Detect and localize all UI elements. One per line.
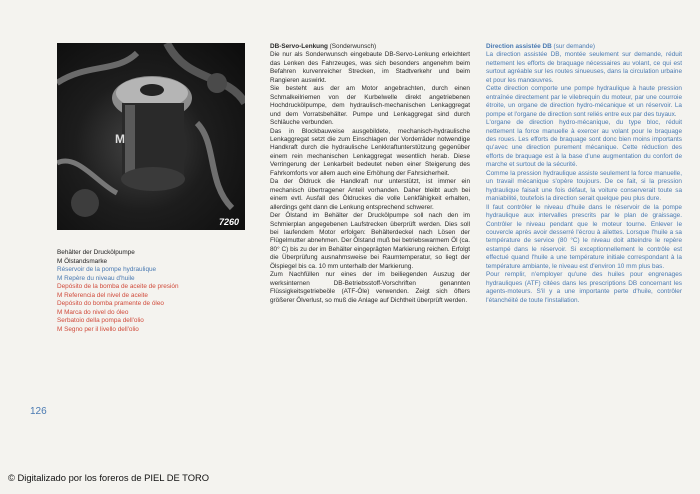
german-title: DB-Servo-Lenkung: [270, 43, 328, 50]
caption-line: Serbatoio della pompa dell'olio: [57, 317, 144, 324]
french-subtitle: (sur demande): [553, 43, 596, 50]
french-paragraph: Il faut contrôler le niveau d'huile dans le réservoir de la pompe hydraulique aux intervalles prescrits par le plan de graissage. Contrôler le niveau pendant que le moteur tourne. Enlever le couvercle après avoir desserré l'écrou à ailettes. Lorsque l'huile a sa température de service (80 °C) le niveau doit atteindre le repère estampé dans le réservoir. Si exceptionnellement le contrôle est effectué quand l'huile a une température initiale correspondant à la température ambiante, le niveau est d'environ 10 mm plus bas.: [486, 203, 682, 270]
engine-illustration: [57, 43, 245, 230]
german-paragraph: Zum Nachfüllen nur eines der im beiliegenden Auszug der werksinternen DB-Betriebsstoff-Vorschriften genannten Flüssigkeitsgetriebeöle (ATF-Öle) verwenden. Zeigt sich öfters größerer Ölverlust, so muß die Anlage auf Dichtheit überprüft werden.: [270, 271, 470, 304]
french-paragraph: Cette direction comporte une pompe hydraulique à haute pression entraînée directement par le vilebrequin du moteur, par une courroie étroite, un organe de direction hydro-mécanique et un réservoir. La pompe et l'organe de direction sont reliés entre eux par des tuyaux.: [486, 85, 682, 118]
caption-line: Depósito do bomba pramente de óleo: [57, 300, 164, 307]
photo-caption: [57, 249, 247, 334]
caption-line: M Ölstandsmarke: [57, 257, 108, 265]
french-column: [486, 43, 682, 305]
french-title: Direction assistée DB: [486, 43, 552, 50]
caption-line: Behälter der Druckölpumpe: [57, 249, 135, 256]
page-number: 126: [30, 406, 47, 417]
german-subtitle: (Sonderwunsch): [329, 43, 377, 50]
french-paragraph: Comme la pression hydraulique assiste seulement la force manuelle, un travail mécanique s'opère toujours. De ce fait, si la pression hydraulique faisait une fois défaut, la voiture conserverait toute sa maniabilité, toutefois la direction serait quelque peu plus dure.: [486, 169, 682, 203]
german-paragraph: Das in Blockbauweise ausgebildete, mechanisch-hydraulische Lenkaggregat setzt die zum Einschlagen der Vorderräder notwendige Handkraft durch die hydraulische Lenkkraftunterstützung gegenüber einem rein mechanischen Lenkaggregat wesentlich herab. Diese Verringerung der Lenkarbeit bedeutet neben einer Steigerung des Fahrkomforts vor allem auch eine Erhöhung der Fahrsicherheit.: [270, 127, 470, 177]
caption-line: M Repère du niveau d'huile: [57, 274, 135, 282]
caption-line: M Marca do nivel do óleo: [57, 308, 129, 316]
french-paragraph: La direction assistée DB, montée seulement sur demande, réduit nettement les efforts de braquage nécessaires au volant, ce qui est surtout agréable sur les routes sinueuses, dans la circulation urbaine et pour les manœuvres.: [486, 51, 682, 84]
caption-line: M Segno per il livello dell'olio: [57, 325, 139, 333]
german-heading: [270, 43, 470, 51]
caption-french: [57, 266, 247, 283]
photo-number: 7260: [218, 217, 239, 227]
german-paragraph: Da der Öldruck die Handkraft nur unterstützt, ist immer ein mechanisch übertragener Anteil vorhanden. Daher bleibt auch bei einem evtl. Ausfall des Öldruckes die volle Lenkfähigkeit erhalten, allerdings geht dann die Lenkung entsprechend schwerer.: [270, 178, 470, 211]
german-column: [270, 43, 470, 305]
caption-spanish: [57, 283, 247, 334]
german-paragraph: Die nur als Sonderwunsch eingebaute DB-Servo-Lenkung erleichtert das Lenken des Fahrzeuges, was sich besonders angenehm beim Befahren kurvenreicher Strecken, im Stadtverkehr und beim Rangieren auswirkt.: [270, 51, 470, 84]
german-paragraph: Sie besteht aus der am Motor angebrachten, durch einen Schmalkeilriemen von der Kurbelwelle direkt angetriebenen Hochdruckölpumpe, dem hydraulisch-mechanischen Lenkaggregat und dem Vorratsbehälter. Pumpe und Lenkaggregat sind durch Schläuche verbunden.: [270, 85, 470, 127]
caption-german: [57, 249, 247, 266]
footer-credit: © Digitalizado por los foreros de PIEL DE TORO: [8, 472, 210, 483]
engine-photo: [57, 43, 245, 230]
caption-line: Réservoir de la pompe hydraulique: [57, 266, 157, 273]
french-heading: [486, 43, 682, 51]
french-paragraph: L'organe de direction hydro-mécanique, du type bloc, réduit nettement la force manuelle à exercer au volant pour le braquage des roues. Les efforts de braquage sont donc bien moins importants qu'avec une direction purement mécanique. Cette réduction des efforts de braquage est à la base d'une augmentation du confort de marche et surtout de la sécurité.: [486, 119, 682, 169]
french-paragraph: Pour remplir, n'employer qu'une des huiles pour engrenages hydrauliques (ATF) citées dans les prescriptions DB concernant les agents-moteurs. S'il y a une importante perte d'huile, contrôler l'étanchéité de toute l'installation.: [486, 271, 682, 304]
caption-line: Depósito de la bomba de aceite de presión: [57, 283, 179, 290]
svg-text:M: M: [115, 132, 125, 146]
caption-line: M Referencia del nivel de aceite: [57, 291, 148, 299]
german-paragraph: Der Ölstand im Behälter der Druckölpumpe soll nach den im Schmierplan angegebenen Laufstrecken überprüft werden. Dies soll bei laufendem Motor erfolgen: Behälterdeckel nach Lösen der Flügelmutter abnehmen. Der Ölstand muß bei betriebswarmem Öl (ca. 80° C) bis zu der im Behälter eingeprägten Markierung reichen. Erfolgt die Überprüfung ausnahmsweise bei Raumtemperatur, so liegt der Ölspiegel bis ca. 10 mm unterhalb der Markierung.: [270, 212, 470, 270]
